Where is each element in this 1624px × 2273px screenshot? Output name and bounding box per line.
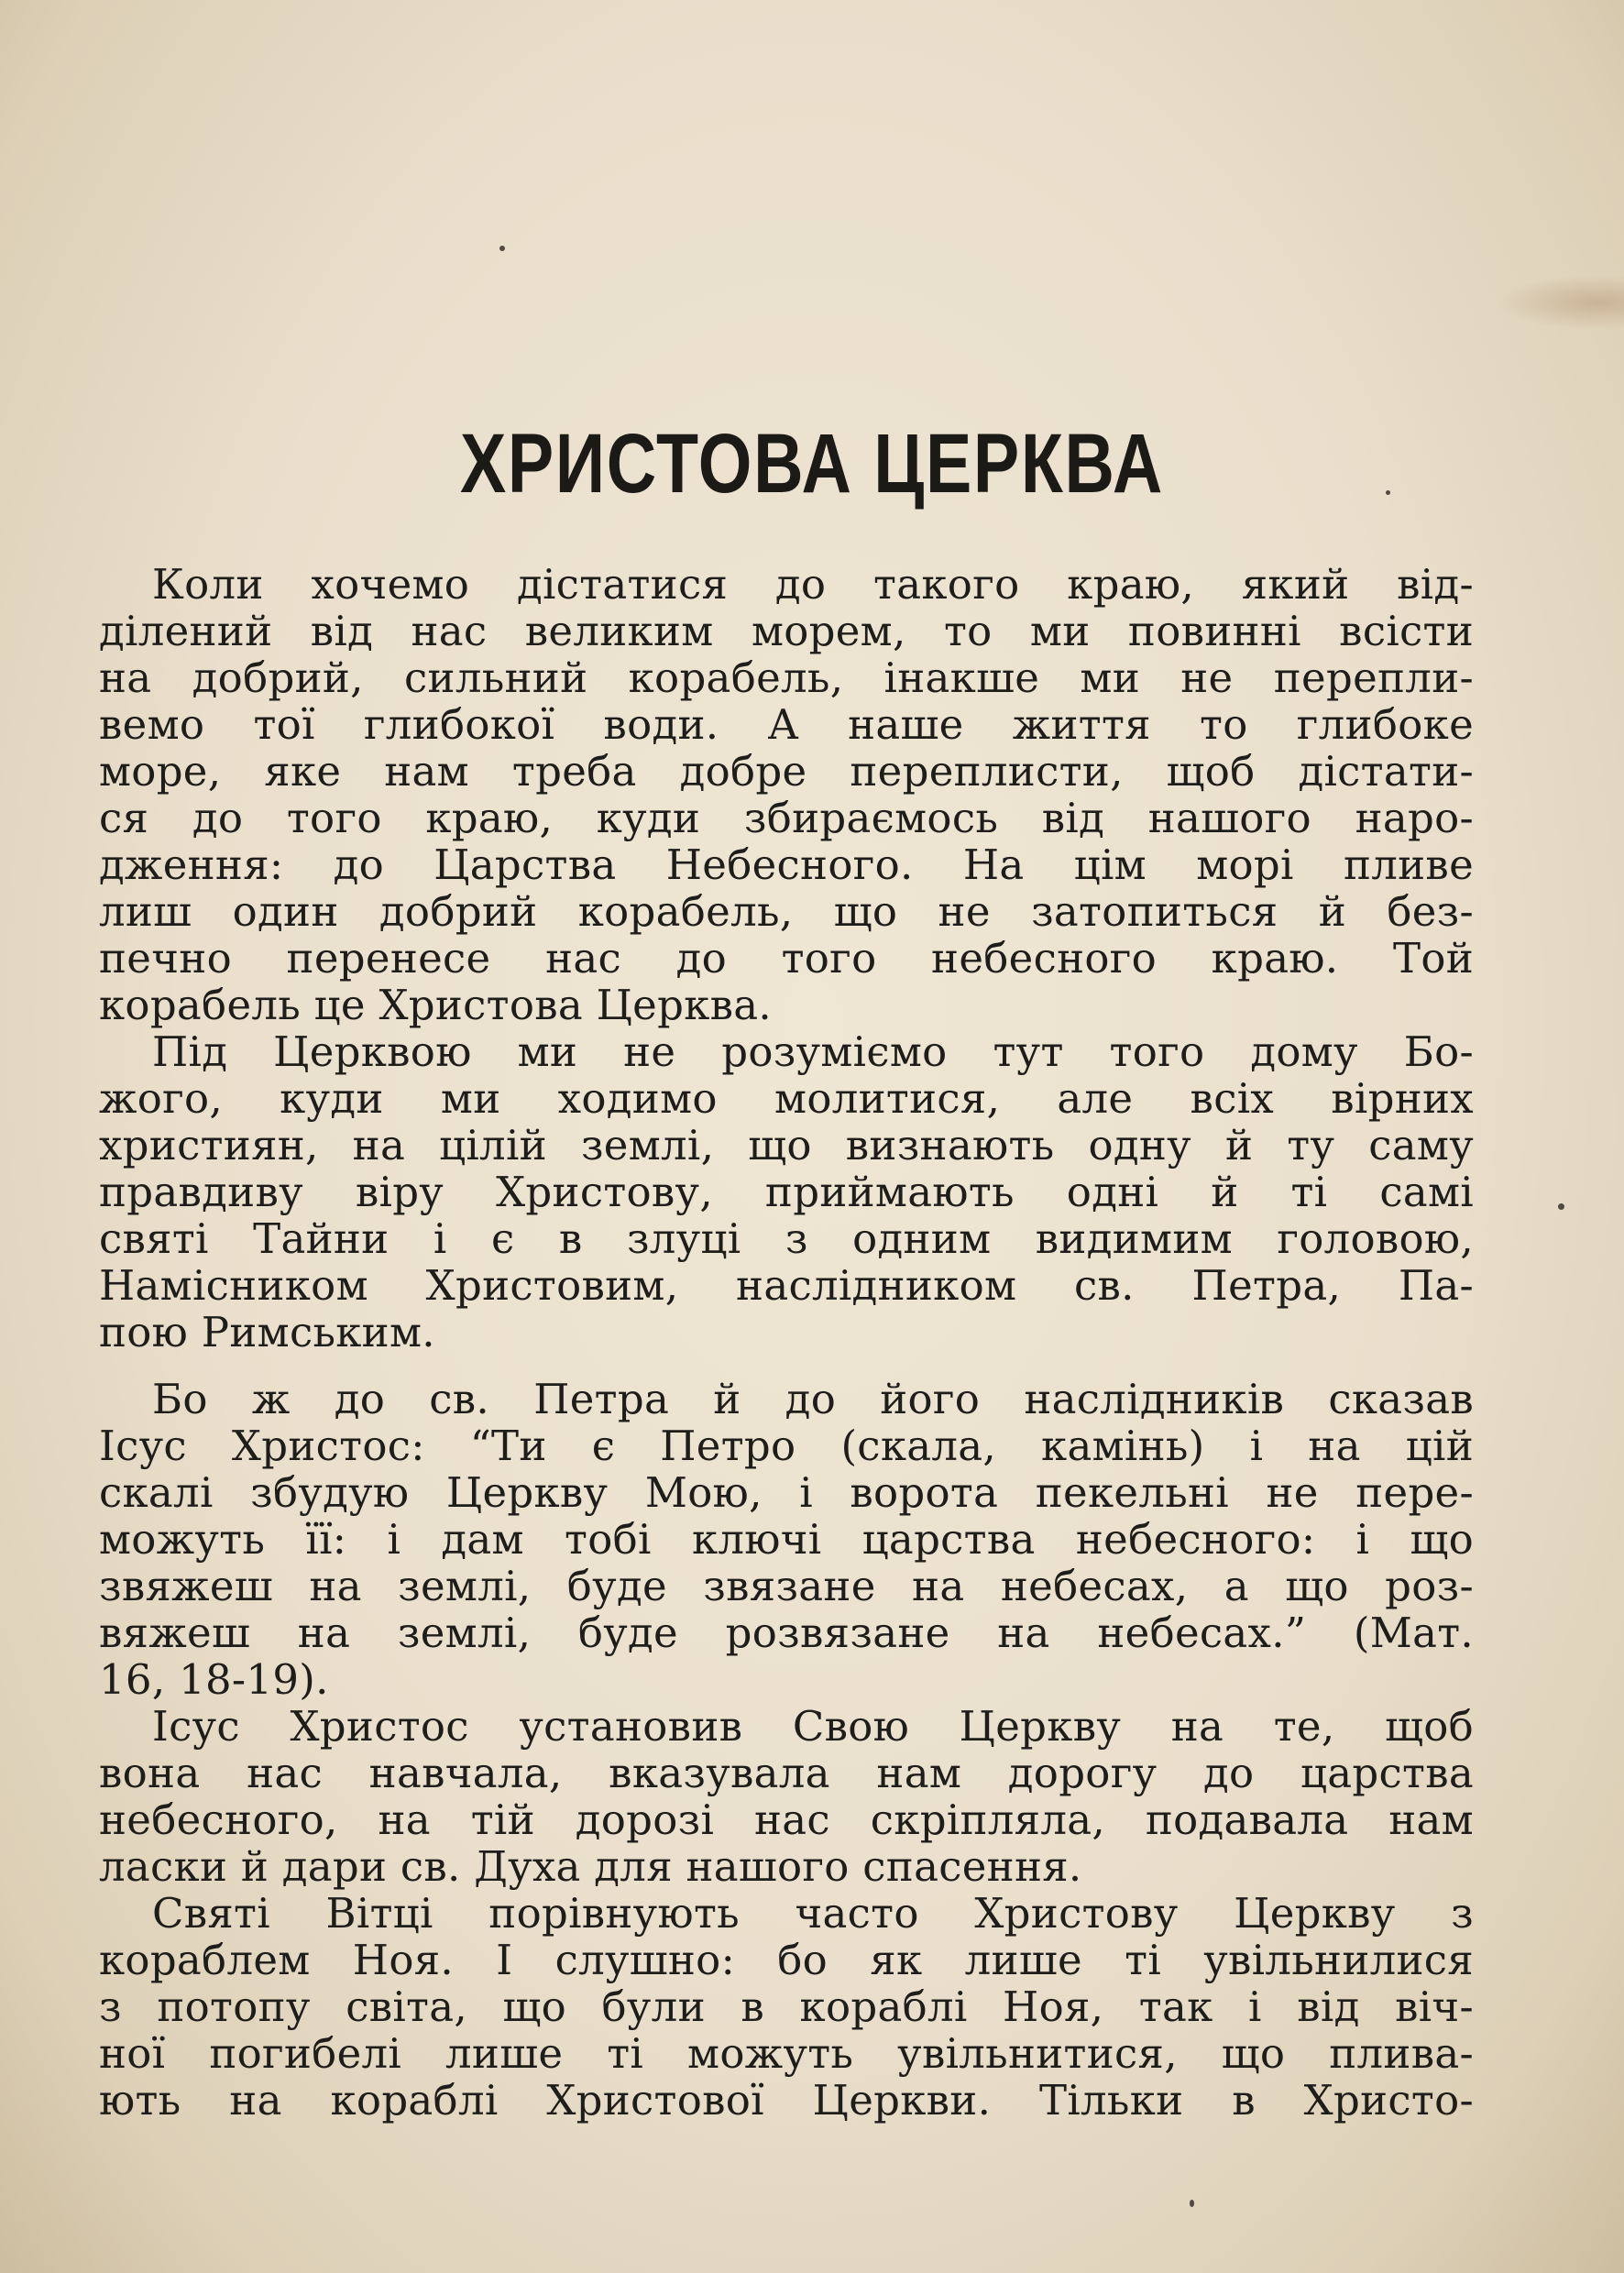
text-line: святі Тайни і є в злуці з одним видимим головою, (99, 1214, 1474, 1263)
text-line: Коли хочемо дістатися до такого краю, який від- (152, 560, 1474, 609)
text-line: вемо тої глибокої води. А наше життя то глибоке (99, 700, 1474, 749)
paper-stain (1496, 275, 1624, 330)
text-line: корабель це Христова Церква. (99, 981, 773, 1029)
text-line: дження: до Царства Небесного. На цім морі пливе (99, 840, 1474, 889)
paragraph-1 (99, 561, 1474, 1028)
text-line: Під Церквою ми не розуміємо тут того дому Бо- (152, 1027, 1474, 1076)
text-line: вяжеш на землі, буде розвязане на небесах.” (Мат. (99, 1609, 1474, 1657)
text-line: звяжеш на землі, буде звязане на небесах, а що роз- (99, 1562, 1474, 1610)
text-line: Святі Вітці порівнують часто Христову Церкву з (152, 1889, 1474, 1938)
ink-speck (499, 246, 505, 251)
text-line: ся до того краю, куди збираємось від нашого наро- (99, 794, 1474, 842)
text-line: море, яке нам треба добре переплисти, щоб дістати- (99, 747, 1474, 796)
text-line: 16, 18-19). (99, 1655, 329, 1704)
text-line: ділений від нас великим морем, то ми повинні всісти (99, 607, 1474, 655)
text-line: пою Римським. (99, 1308, 435, 1356)
text-line: лиш один добрий корабель, що не затопиться й без- (99, 887, 1474, 936)
text-line: вона нас навчала, вказувала нам дорогу до царства (99, 1749, 1474, 1797)
text-line: небесного, на тій дорозі нас скріпляла, подавала нам (99, 1795, 1474, 1844)
text-line: скалі збудую Церкву Мою, і ворота пекельні не пере- (99, 1468, 1474, 1517)
text-line: Ісус Христос: “Ти є Петро (скала, камінь) і на цій (99, 1422, 1474, 1470)
text-line: кораблем Ноя. І слушно: бо як лише ті увільнилися (99, 1936, 1474, 1984)
paragraph-5 (99, 1890, 1474, 2124)
text-line: Бо ж до св. Петра й до його наслідників сказав (152, 1375, 1474, 1423)
ink-speck (1190, 2200, 1194, 2207)
text-line: жого, куди ми ходимо молитися, але всіх вірних (99, 1074, 1474, 1123)
text-line: християн, на цілій землі, що визнають одну й ту саму (99, 1121, 1474, 1169)
ink-speck (1558, 1203, 1564, 1210)
text-line: на добрий, сильний корабель, інакше ми не перепли- (99, 653, 1474, 702)
text-body (99, 561, 1474, 2124)
paragraph-2 (99, 1028, 1474, 1356)
paragraph-3 (99, 1376, 1474, 1703)
text-line: ють на кораблі Христової Церкви. Тільки в Христо- (99, 2076, 1474, 2125)
text-line: печно перенесе нас до того небесного краю. Той (99, 934, 1474, 983)
text-line: Ісус Христос установив Свою Церкву на те, щоб (152, 1702, 1474, 1751)
page-title: ХРИСТОВА ЦЕРКВА (459, 416, 1165, 511)
text-line: з потопу світа, що були в кораблі Ноя, так і від віч- (99, 1982, 1474, 2031)
text-line: ласки й дари св. Духа для нашого спасення. (99, 1842, 1082, 1891)
paragraph-4 (99, 1703, 1474, 1890)
text-line: Намісником Христовим, наслідником св. Петра, Па- (99, 1261, 1474, 1310)
text-line: правдиву віру Христову, приймають одні й ті самі (99, 1168, 1474, 1216)
text-line: ної погибелі лише ті можуть увільнитися, що плива- (99, 2029, 1474, 2078)
text-line: можуть її: і дам тобі ключі царства небесного: і що (99, 1515, 1474, 1564)
